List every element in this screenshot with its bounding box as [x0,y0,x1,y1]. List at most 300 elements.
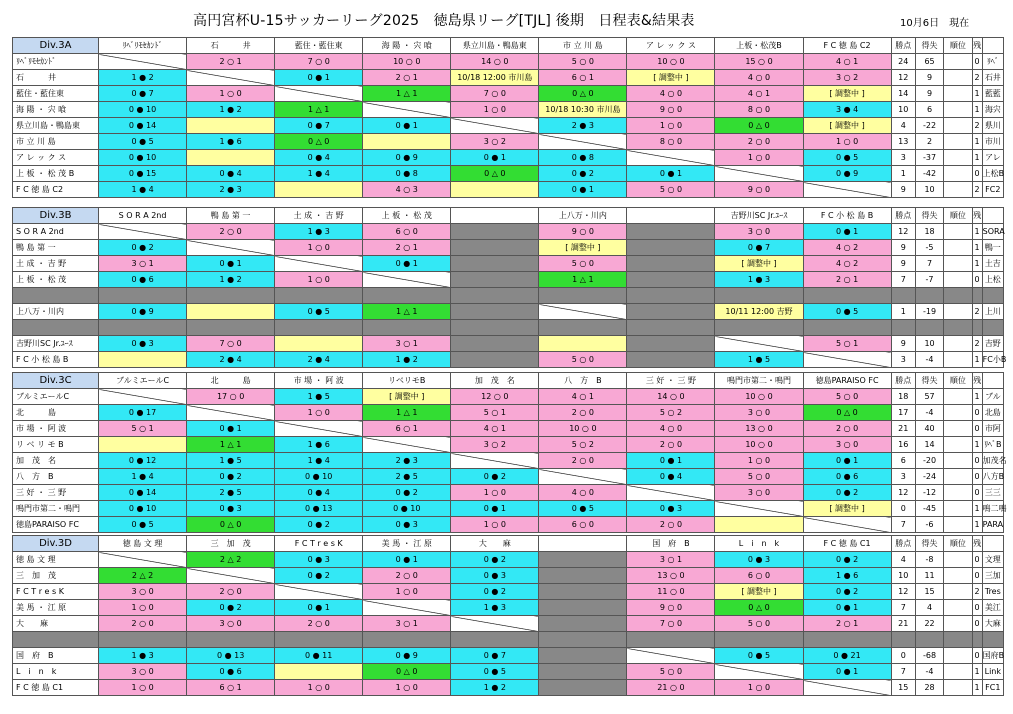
match-result-cell: 3 ○ 0 [715,224,803,240]
match-result-cell: 2 ● 4 [187,352,275,368]
match-result-cell: 10/11 12:00 吉野 [715,304,803,320]
match-result-cell: 1 ● 6 [275,437,363,453]
self-match-cell [99,552,187,568]
team-name: 三 加 茂 [13,568,99,584]
match-result-cell: 6 ○ 1 [539,70,627,86]
vacant-cell [539,680,627,696]
rank-cell [944,648,972,664]
self-match-cell [99,224,187,240]
team-row [13,568,1004,584]
self-match-cell [275,584,363,600]
match-result-cell: 0 ● 1 [187,421,275,437]
points-cell: 3 [891,469,915,485]
team-row [13,517,1004,533]
team-row [13,352,1004,368]
team-name: 徳 島 文 理 [13,552,99,568]
empty-cell [915,632,943,648]
match-result-cell: 2 ○ 1 [187,54,275,70]
empty-cell [451,288,539,304]
match-result-cell: 1 ○ 0 [363,584,451,600]
match-result-cell: 0 ● 3 [275,552,363,568]
points-cell: 4 [891,118,915,134]
empty-cell [539,632,627,648]
match-result-cell: 1 ○ 0 [627,118,715,134]
remaining-cell: 1 [972,664,982,680]
match-result-cell: 1 ● 3 [275,224,363,240]
match-result-cell: 10 ○ 0 [627,54,715,70]
match-result-cell: 5 ○ 1 [803,336,891,352]
team-row [13,648,1004,664]
match-result-cell: 1 △ 1 [187,437,275,453]
points-cell: 6 [891,453,915,469]
match-result-cell: 6 ○ 0 [363,224,451,240]
match-result-cell: 0 ● 5 [451,664,539,680]
column-team-header: 藍住・藍住東 [275,38,363,54]
points-cell: 9 [891,256,915,272]
points-cell: 1 [891,304,915,320]
stat-header: 勝点 [891,38,915,54]
self-match-cell [187,240,275,256]
rank-cell [944,54,972,70]
points-cell: 21 [891,421,915,437]
rank-cell [944,437,972,453]
empty-cell [187,320,275,336]
match-result-cell: 0 ● 9 [99,304,187,320]
points-cell: 0 [891,501,915,517]
match-result-cell: 0 ● 1 [363,118,451,134]
match-result-cell: 0 ● 14 [99,118,187,134]
match-result-cell: [ 調整中 ] [627,70,715,86]
points-cell: 4 [891,552,915,568]
team-abbr-cell: 三三 [982,485,1003,501]
match-result-cell: 2 ○ 1 [363,240,451,256]
match-result-cell: 0 ● 8 [539,150,627,166]
match-result-cell: 0 ● 4 [187,166,275,182]
match-result-cell: 15 ○ 0 [715,54,803,70]
rank-cell [944,469,972,485]
match-result-cell: 3 ○ 2 [451,437,539,453]
match-result-cell: 3 ○ 1 [627,552,715,568]
match-result-cell: 1 ○ 0 [451,485,539,501]
team-abbr-cell: 県川 [982,118,1003,134]
team-name: 県立川島・鴨島東 [13,118,99,134]
self-match-cell [803,517,891,533]
team-name: F C 徳 島 C2 [13,182,99,198]
match-result-cell: 0 △ 0 [715,600,803,616]
team-row [13,166,1004,182]
self-match-cell [539,304,627,320]
match-result-cell: 8 ○ 0 [627,134,715,150]
match-result-cell: 0 ● 10 [275,469,363,485]
match-result-cell: 1 △ 1 [539,272,627,288]
team-abbr-cell: 藍藍 [982,86,1003,102]
stat-header: 残 [972,536,982,552]
match-result-cell: 2 △ 2 [99,568,187,584]
match-result-cell [187,150,275,166]
team-name: 市 立 川 島 [13,134,99,150]
empty-cell [715,288,803,304]
match-result-cell: [ 調整中 ] [803,118,891,134]
stat-header: 順位 [944,38,972,54]
remaining-cell: 1 [972,102,982,118]
match-result-cell: 0 ● 1 [803,600,891,616]
team-name: 八 方 B [13,469,99,485]
rank-cell [944,584,972,600]
remaining-cell: 1 [972,352,982,368]
self-match-cell [715,664,803,680]
match-result-cell: 5 ○ 0 [539,352,627,368]
match-result-cell: 0 ● 13 [187,648,275,664]
goal-diff-cell: -4 [915,664,943,680]
column-team-header: S O R A 2nd [99,208,187,224]
empty-cell [891,632,915,648]
remaining-cell: 2 [972,584,982,600]
match-result-cell: 0 △ 0 [275,134,363,150]
team-abbr-cell: ﾘﾍﾞB [982,437,1003,453]
empty-cell [451,320,539,336]
rank-cell [944,166,972,182]
team-abbr-cell: 土吉 [982,256,1003,272]
match-result-cell: 1 ○ 0 [275,680,363,696]
rank-cell [944,485,972,501]
match-result-cell: 0 ● 21 [803,648,891,664]
empty-cell [915,288,943,304]
match-result-cell: 0 ● 9 [363,150,451,166]
team-row [13,256,1004,272]
column-team-header: 吉野川SC Jr.ﾕｰｽ [715,208,803,224]
match-result-cell: 0 ● 6 [99,272,187,288]
stat-header: 勝点 [891,536,915,552]
empty-cell [915,320,943,336]
match-result-cell: 3 ○ 2 [451,134,539,150]
match-result-cell: 1 ○ 0 [187,86,275,102]
match-result-cell: 1 ● 2 [451,680,539,696]
match-result-cell [275,182,363,198]
match-result-cell: 5 ○ 2 [627,405,715,421]
empty-cell [187,632,275,648]
match-result-cell: 2 ○ 0 [627,517,715,533]
empty-cell [99,632,187,648]
match-result-cell: 0 ● 10 [99,501,187,517]
match-result-cell: 7 ○ 0 [275,54,363,70]
remaining-cell: 2 [972,336,982,352]
match-result-cell: 3 ● 4 [803,102,891,118]
match-result-cell: 0 ● 4 [275,150,363,166]
remaining-cell: 1 [972,501,982,517]
column-team-header: F C 徳 島 C1 [803,536,891,552]
match-result-cell: 0 ● 1 [803,224,891,240]
stat-header: 残 [972,38,982,54]
match-result-cell [275,336,363,352]
remaining-cell: 1 [972,680,982,696]
rank-cell [944,600,972,616]
team-abbr-cell: 市阿 [982,421,1003,437]
remaining-cell: 0 [972,421,982,437]
match-result-cell: 0 ● 5 [539,501,627,517]
rank-cell [944,501,972,517]
self-match-cell [275,256,363,272]
match-result-cell: 4 ○ 1 [539,389,627,405]
match-result-cell: 0 △ 0 [363,664,451,680]
goal-diff-cell: 22 [915,616,943,632]
team-abbr-cell: 上松 [982,272,1003,288]
match-result-cell: 2 ○ 0 [539,453,627,469]
remaining-cell: 1 [972,134,982,150]
empty-cell [275,632,363,648]
stat-header: 得失 [915,536,943,552]
match-result-cell: 2 ○ 1 [803,616,891,632]
column-team-header: 美 馬 ・ 江 原 [363,536,451,552]
self-match-cell [539,134,627,150]
remaining-cell: 0 [972,616,982,632]
points-cell: 10 [891,568,915,584]
match-result-cell: 2 ○ 0 [539,405,627,421]
vacant-cell [627,352,715,368]
team-name: 吉野川SC Jr.ﾕｰｽ [13,336,99,352]
column-team-header: ア レ ッ ク ス [627,38,715,54]
rank-cell [944,336,972,352]
team-abbr-cell: 美江 [982,600,1003,616]
vacant-cell [539,584,627,600]
goal-diff-cell: 4 [915,600,943,616]
match-result-cell: 0 ● 7 [451,648,539,664]
match-result-cell: 3 ○ 2 [803,70,891,86]
team-name: 海 陽 ・ 宍 喰 [13,102,99,118]
self-match-cell [451,616,539,632]
column-team-header: 北 島 [187,373,275,389]
match-result-cell: 21 ○ 0 [627,680,715,696]
goal-diff-cell: 7 [915,256,943,272]
team-abbr-cell: ﾘﾍﾞ [982,54,1003,70]
match-result-cell: 1 ○ 0 [715,680,803,696]
goal-diff-cell: 10 [915,182,943,198]
team-row [13,664,1004,680]
goal-diff-cell: -19 [915,304,943,320]
rank-cell [944,118,972,134]
goal-diff-cell: -6 [915,517,943,533]
team-row [13,600,1004,616]
goal-diff-cell: -24 [915,469,943,485]
self-match-cell [363,437,451,453]
match-result-cell: 1 △ 1 [363,304,451,320]
page-header [0,0,1013,34]
stat-header-abbr [982,536,1003,552]
match-result-cell: 4 ○ 1 [803,54,891,70]
match-result-cell: 0 ● 3 [187,501,275,517]
match-result-cell: 2 ● 3 [363,453,451,469]
match-result-cell: 0 ● 3 [363,517,451,533]
team-abbr-cell: FC2 [982,182,1003,198]
match-result-cell: 5 ○ 1 [99,421,187,437]
match-result-cell: 9 ○ 0 [539,224,627,240]
stat-header: 順位 [944,373,972,389]
match-result-cell: 1 ○ 0 [275,272,363,288]
match-result-cell [715,517,803,533]
remaining-cell: 0 [972,568,982,584]
match-result-cell: [ 調整中 ] [803,86,891,102]
match-result-cell: 0 ● 1 [627,166,715,182]
empty-cell [627,320,715,336]
column-team-header: 三 加 茂 [187,536,275,552]
rank-cell [944,552,972,568]
goal-diff-cell: -8 [915,552,943,568]
rank-cell [944,664,972,680]
empty-cell [539,320,627,336]
points-cell: 10 [891,102,915,118]
match-result-cell: 2 ○ 0 [187,584,275,600]
match-result-cell: 3 ○ 0 [99,664,187,680]
match-result-cell: 6 ○ 1 [363,421,451,437]
self-match-cell [803,352,891,368]
empty-cell [187,288,275,304]
goal-diff-cell: -68 [915,648,943,664]
goal-diff-cell: -42 [915,166,943,182]
match-result-cell: 0 ● 9 [803,166,891,182]
team-abbr-cell: 国府B [982,648,1003,664]
match-result-cell: 0 ● 5 [803,150,891,166]
team-abbr-cell: 鳴二鳴 [982,501,1003,517]
match-result-cell: 1 ○ 0 [451,517,539,533]
remaining-cell: 2 [972,70,982,86]
points-cell: 18 [891,389,915,405]
match-result-cell [275,664,363,680]
match-result-cell: 3 ○ 0 [803,437,891,453]
match-result-cell: 14 ○ 0 [627,389,715,405]
match-result-cell: 1 ● 5 [715,352,803,368]
goal-diff-cell: 57 [915,389,943,405]
team-abbr-cell: 八方B [982,469,1003,485]
rank-cell [944,352,972,368]
rank-cell [944,86,972,102]
match-result-cell: 5 ○ 0 [803,389,891,405]
empty-cell [13,288,99,304]
match-result-cell: 0 ● 6 [187,664,275,680]
team-row [13,150,1004,166]
empty-cell [451,632,539,648]
match-result-cell: 10 ○ 0 [715,389,803,405]
match-result-cell: 0 ● 1 [275,600,363,616]
empty-cell [715,320,803,336]
match-result-cell: 3 ○ 1 [99,256,187,272]
match-result-cell: 1 ● 2 [363,352,451,368]
vacant-cell [539,616,627,632]
team-row [13,86,1004,102]
team-abbr-cell: 鴨一 [982,240,1003,256]
match-result-cell: 0 ● 5 [275,304,363,320]
goal-diff-cell: 14 [915,437,943,453]
self-match-cell [627,485,715,501]
match-result-cell: 7 ○ 0 [627,616,715,632]
column-team-header: 市 場 ・ 阿 波 [275,373,363,389]
team-row [13,552,1004,568]
self-match-cell [803,182,891,198]
match-result-cell: 2 ○ 0 [363,568,451,584]
rank-cell [944,304,972,320]
match-result-cell: 3 ○ 1 [363,336,451,352]
match-result-cell: 0 ● 1 [803,453,891,469]
match-result-cell: 5 ○ 0 [715,616,803,632]
points-cell: 15 [891,680,915,696]
match-result-cell: [ 調整中 ] [363,389,451,405]
self-match-cell [187,568,275,584]
points-cell: 3 [891,352,915,368]
team-abbr-cell: PARA [982,517,1003,533]
match-result-cell: 0 ● 12 [99,453,187,469]
match-result-cell: 2 △ 2 [187,552,275,568]
empty-cell [803,320,891,336]
goal-diff-cell: -22 [915,118,943,134]
team-abbr-cell: 上松B [982,166,1003,182]
match-result-cell: 10/18 10:30 市川島 [539,102,627,118]
match-result-cell: 0 ● 2 [363,485,451,501]
column-team-header: 土 成 ・ 吉 野 [275,208,363,224]
team-row [13,102,1004,118]
team-row [13,453,1004,469]
team-name: 上 板 ・ 松 茂 [13,272,99,288]
team-abbr-cell: 吉野 [982,336,1003,352]
division-header-row [13,208,1004,224]
team-name: 国 府 B [13,648,99,664]
match-result-cell: 2 ○ 0 [187,224,275,240]
team-name: F C 小 松 島 B [13,352,99,368]
match-result-cell: 1 ● 2 [187,102,275,118]
match-result-cell: 9 ○ 0 [627,600,715,616]
match-result-cell: 4 ○ 0 [627,86,715,102]
goal-diff-cell: 10 [915,336,943,352]
match-result-cell [99,437,187,453]
team-row [13,437,1004,453]
match-result-cell: 5 ○ 0 [539,54,627,70]
match-result-cell: 2 ○ 0 [275,616,363,632]
vacant-cell [451,240,539,256]
match-result-cell: 0 ● 1 [451,501,539,517]
remaining-cell: 2 [972,182,982,198]
team-row [13,389,1004,405]
division-table [12,372,1007,533]
self-match-cell [363,102,451,118]
column-team-header: リベリモB [363,373,451,389]
team-abbr-cell: 海宍 [982,102,1003,118]
empty-cell [982,320,1003,336]
points-cell: 0 [891,648,915,664]
points-cell: 7 [891,517,915,533]
remaining-cell: 0 [972,600,982,616]
rank-cell [944,517,972,533]
match-result-cell: 0 △ 0 [187,517,275,533]
self-match-cell [99,54,187,70]
team-abbr-cell: 文理 [982,552,1003,568]
self-match-cell [99,389,187,405]
match-result-cell: 4 ○ 0 [539,485,627,501]
points-cell: 14 [891,86,915,102]
stat-header: 残 [972,373,982,389]
goal-diff-cell: -4 [915,352,943,368]
remaining-cell: 1 [972,437,982,453]
match-result-cell: 0 ● 1 [363,256,451,272]
match-result-cell: 11 ○ 0 [627,584,715,600]
empty-cell [13,320,99,336]
column-team-header: 八 方 B [539,373,627,389]
self-match-cell [803,680,891,696]
goal-diff-cell: -4 [915,405,943,421]
empty-cell [891,288,915,304]
match-result-cell: 0 ● 2 [187,469,275,485]
empty-cell [982,288,1003,304]
match-result-cell: 0 △ 0 [715,118,803,134]
remaining-cell: 1 [972,86,982,102]
match-result-cell: 0 ● 15 [99,166,187,182]
column-team-header: ﾘﾍﾞﾘﾓｾｶﾝﾄﾞ [99,38,187,54]
